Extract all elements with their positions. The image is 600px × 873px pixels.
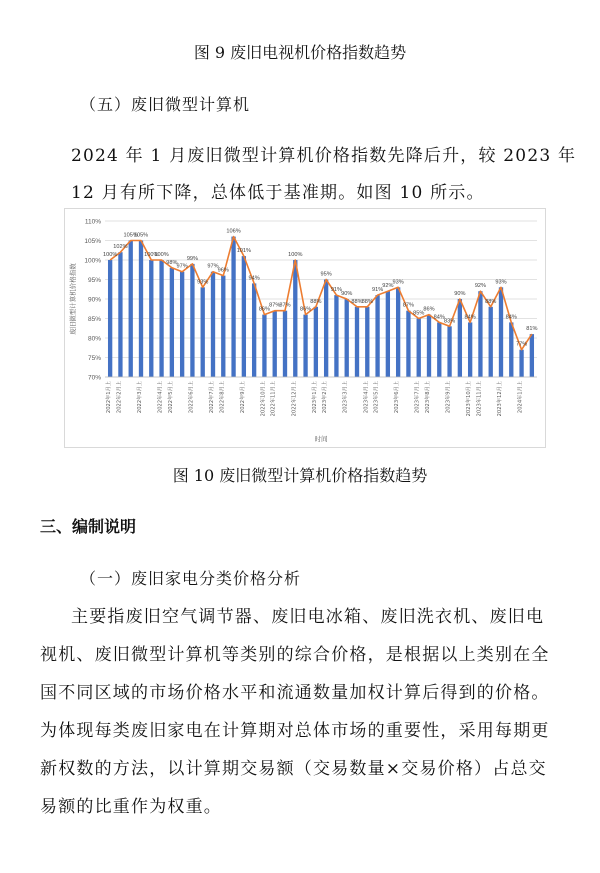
data-label: 95% (320, 271, 332, 278)
bar (345, 299, 349, 377)
bar (355, 307, 359, 377)
x-tick-label: 2023年4月上 (363, 381, 370, 414)
x-tick-label: 2022年4月上 (157, 381, 164, 414)
data-label: 83% (443, 318, 456, 325)
bar (170, 268, 174, 377)
data-label: 87% (402, 302, 415, 309)
data-label: 92% (474, 283, 487, 290)
x-tick-label: 2023年8月上 (425, 381, 431, 414)
bar (149, 260, 153, 377)
x-tick-label: 2022年11月上 (270, 381, 277, 417)
y-tick-label: 80% (87, 335, 101, 343)
bar (303, 315, 307, 377)
bar (293, 260, 297, 377)
data-label: 81% (526, 326, 538, 333)
paragraph-2-line-1: 主要指废旧空气调节器、废旧电冰箱、废旧洗衣机、废旧电 (71, 607, 545, 627)
data-label: 84% (505, 314, 517, 321)
x-tick-label: 2023年11月上 (476, 381, 483, 417)
bar (324, 280, 328, 378)
bar (396, 287, 400, 377)
bar (386, 291, 390, 377)
data-label: 86% (423, 306, 435, 313)
data-label: 99% (186, 255, 199, 262)
data-label: 84% (433, 314, 445, 321)
data-label: 93% (197, 279, 209, 286)
bar (417, 319, 421, 378)
bar (427, 315, 431, 377)
data-label: 88% (485, 298, 497, 305)
bar (334, 295, 338, 377)
y-tick-label: 75% (87, 355, 101, 362)
bar (201, 287, 205, 377)
x-tick-label: 2022年6月上 (188, 381, 195, 414)
bar (108, 260, 112, 377)
paragraph-2-line-4: 为体现每类废旧家电在计算期对总体市场的重要性，采用每期更 (40, 721, 550, 741)
bar (478, 291, 482, 377)
x-tick-label: 2023年3月上 (342, 381, 349, 414)
data-label: 97% (176, 263, 188, 270)
bar (273, 311, 277, 377)
data-label: 87% (269, 302, 281, 309)
data-label: 100% (102, 252, 118, 258)
data-label: 86% (258, 306, 271, 313)
data-label: 97% (207, 263, 219, 270)
bar (437, 322, 441, 377)
x-tick-label: 2024年1月上 (517, 381, 524, 414)
bar (129, 241, 133, 378)
x-tick-label: 2022年3月上 (137, 381, 143, 414)
chart-svg (65, 209, 545, 447)
data-label: 100% (154, 252, 169, 258)
bar (231, 237, 235, 377)
bar (190, 264, 194, 377)
x-tick-label: 2022年2月上 (116, 381, 123, 414)
data-label: 105% (133, 232, 149, 239)
figure-9-caption: 图 9 废旧电视机价格指数趋势 (193, 43, 407, 62)
figure-10-caption: 图 10 废旧微型计算机价格指数趋势 (172, 466, 428, 485)
section-3-heading: 三、编制说明 (40, 517, 137, 536)
paragraph-2-line-2: 视机、废旧微型计算机等类别的综合价格，是根据以上类别在全 (40, 645, 550, 665)
data-label: 100% (144, 252, 159, 258)
data-label: 88% (310, 298, 322, 305)
data-label: 84% (464, 314, 476, 321)
data-label: 88% (361, 298, 373, 305)
x-tick-label: 2023年10月上 (466, 381, 473, 417)
bar (283, 311, 287, 377)
data-label: 106% (226, 228, 241, 235)
bar (252, 283, 256, 377)
x-tick-label: 2023年1月上 (311, 381, 318, 414)
bar (211, 272, 215, 377)
bar (468, 322, 472, 377)
data-label: 94% (248, 275, 260, 282)
bar (118, 252, 122, 377)
data-label: 105% (123, 232, 138, 239)
x-tick-label: 2023年2月上 (322, 381, 329, 414)
paragraph-1-line-2: 12 月有所下降，总体低于基准期。如图 10 所示。 (71, 183, 485, 203)
x-tick-label: 2023年6月上 (394, 381, 401, 414)
data-label: 91% (330, 287, 343, 294)
data-label: 90% (341, 291, 353, 297)
y-tick-label: 70% (87, 374, 101, 382)
bar (489, 307, 493, 377)
bar (509, 322, 513, 377)
data-label: 93% (495, 279, 507, 286)
x-tick-label: 2022年5月上 (167, 381, 174, 414)
bar (499, 287, 503, 377)
bar (406, 311, 410, 377)
data-label: 90% (454, 291, 466, 297)
bar (375, 295, 379, 377)
x-tick-label: 2022年9月上 (239, 381, 246, 414)
x-tick-label: 2023年12月上 (497, 381, 503, 417)
x-tick-label: 2023年9月上 (445, 381, 452, 414)
data-label: 101% (236, 248, 252, 255)
bar (365, 307, 369, 377)
y-axis-title: 废旧微型计算机价格指数 (69, 263, 77, 335)
data-label: 88% (351, 298, 363, 305)
x-axis-title: 时间 (314, 435, 328, 443)
data-label: 102% (113, 244, 128, 251)
bar (139, 241, 143, 378)
subsection-1-title: （一）废旧家电分类价格分析 (80, 569, 302, 588)
bar (180, 272, 184, 377)
data-label: 100% (288, 252, 303, 258)
bar (447, 326, 451, 377)
paragraph-2-line-6: 易额的比重作为权重。 (40, 797, 222, 817)
data-label: 77% (515, 341, 528, 348)
data-label: 92% (382, 283, 394, 290)
data-label: 85% (413, 310, 425, 317)
data-label: 96% (217, 267, 229, 274)
paragraph-2-line-3: 国不同区域的市场价格水平和流通数量加权计算后得到的价格。 (40, 683, 550, 703)
data-label: 98% (166, 259, 178, 266)
x-tick-label: 2022年7月上 (209, 381, 215, 414)
y-tick-label: 95% (87, 277, 101, 284)
data-label: 87% (279, 302, 291, 309)
paragraph-2-line-5: 新权数的方法，以计算期交易额（交易数量×交易价格）占总交 (40, 759, 547, 779)
y-tick-label: 90% (87, 296, 101, 304)
bar (221, 276, 225, 377)
bar (159, 260, 163, 377)
data-label: 91% (371, 287, 384, 294)
y-tick-label: 105% (84, 238, 101, 245)
y-tick-label: 100% (84, 257, 101, 265)
x-tick-label: 2022年10月上 (260, 381, 267, 417)
x-tick-label: 2023年5月上 (373, 381, 380, 414)
paragraph-1-line-1: 2024 年 1 月废旧微型计算机价格指数先降后升，较 2023 年 (71, 146, 577, 166)
bar (458, 299, 462, 377)
section-5-title: （五）废旧微型计算机 (80, 95, 251, 114)
figure-10-chart (64, 208, 546, 448)
x-tick-label: 2023年7月上 (414, 381, 421, 414)
bar (314, 307, 318, 377)
x-tick-label: 2022年8月上 (219, 381, 226, 414)
x-tick-label: 2022年12月上 (291, 381, 298, 417)
bar (519, 350, 523, 377)
bar (242, 256, 246, 377)
y-tick-label: 110% (84, 218, 101, 226)
data-label: 93% (392, 279, 404, 286)
data-label: 86% (299, 306, 312, 313)
bar (530, 334, 534, 377)
y-tick-label: 85% (87, 316, 101, 323)
bar (262, 315, 266, 377)
x-tick-label: 2022年1月上 (106, 381, 113, 414)
